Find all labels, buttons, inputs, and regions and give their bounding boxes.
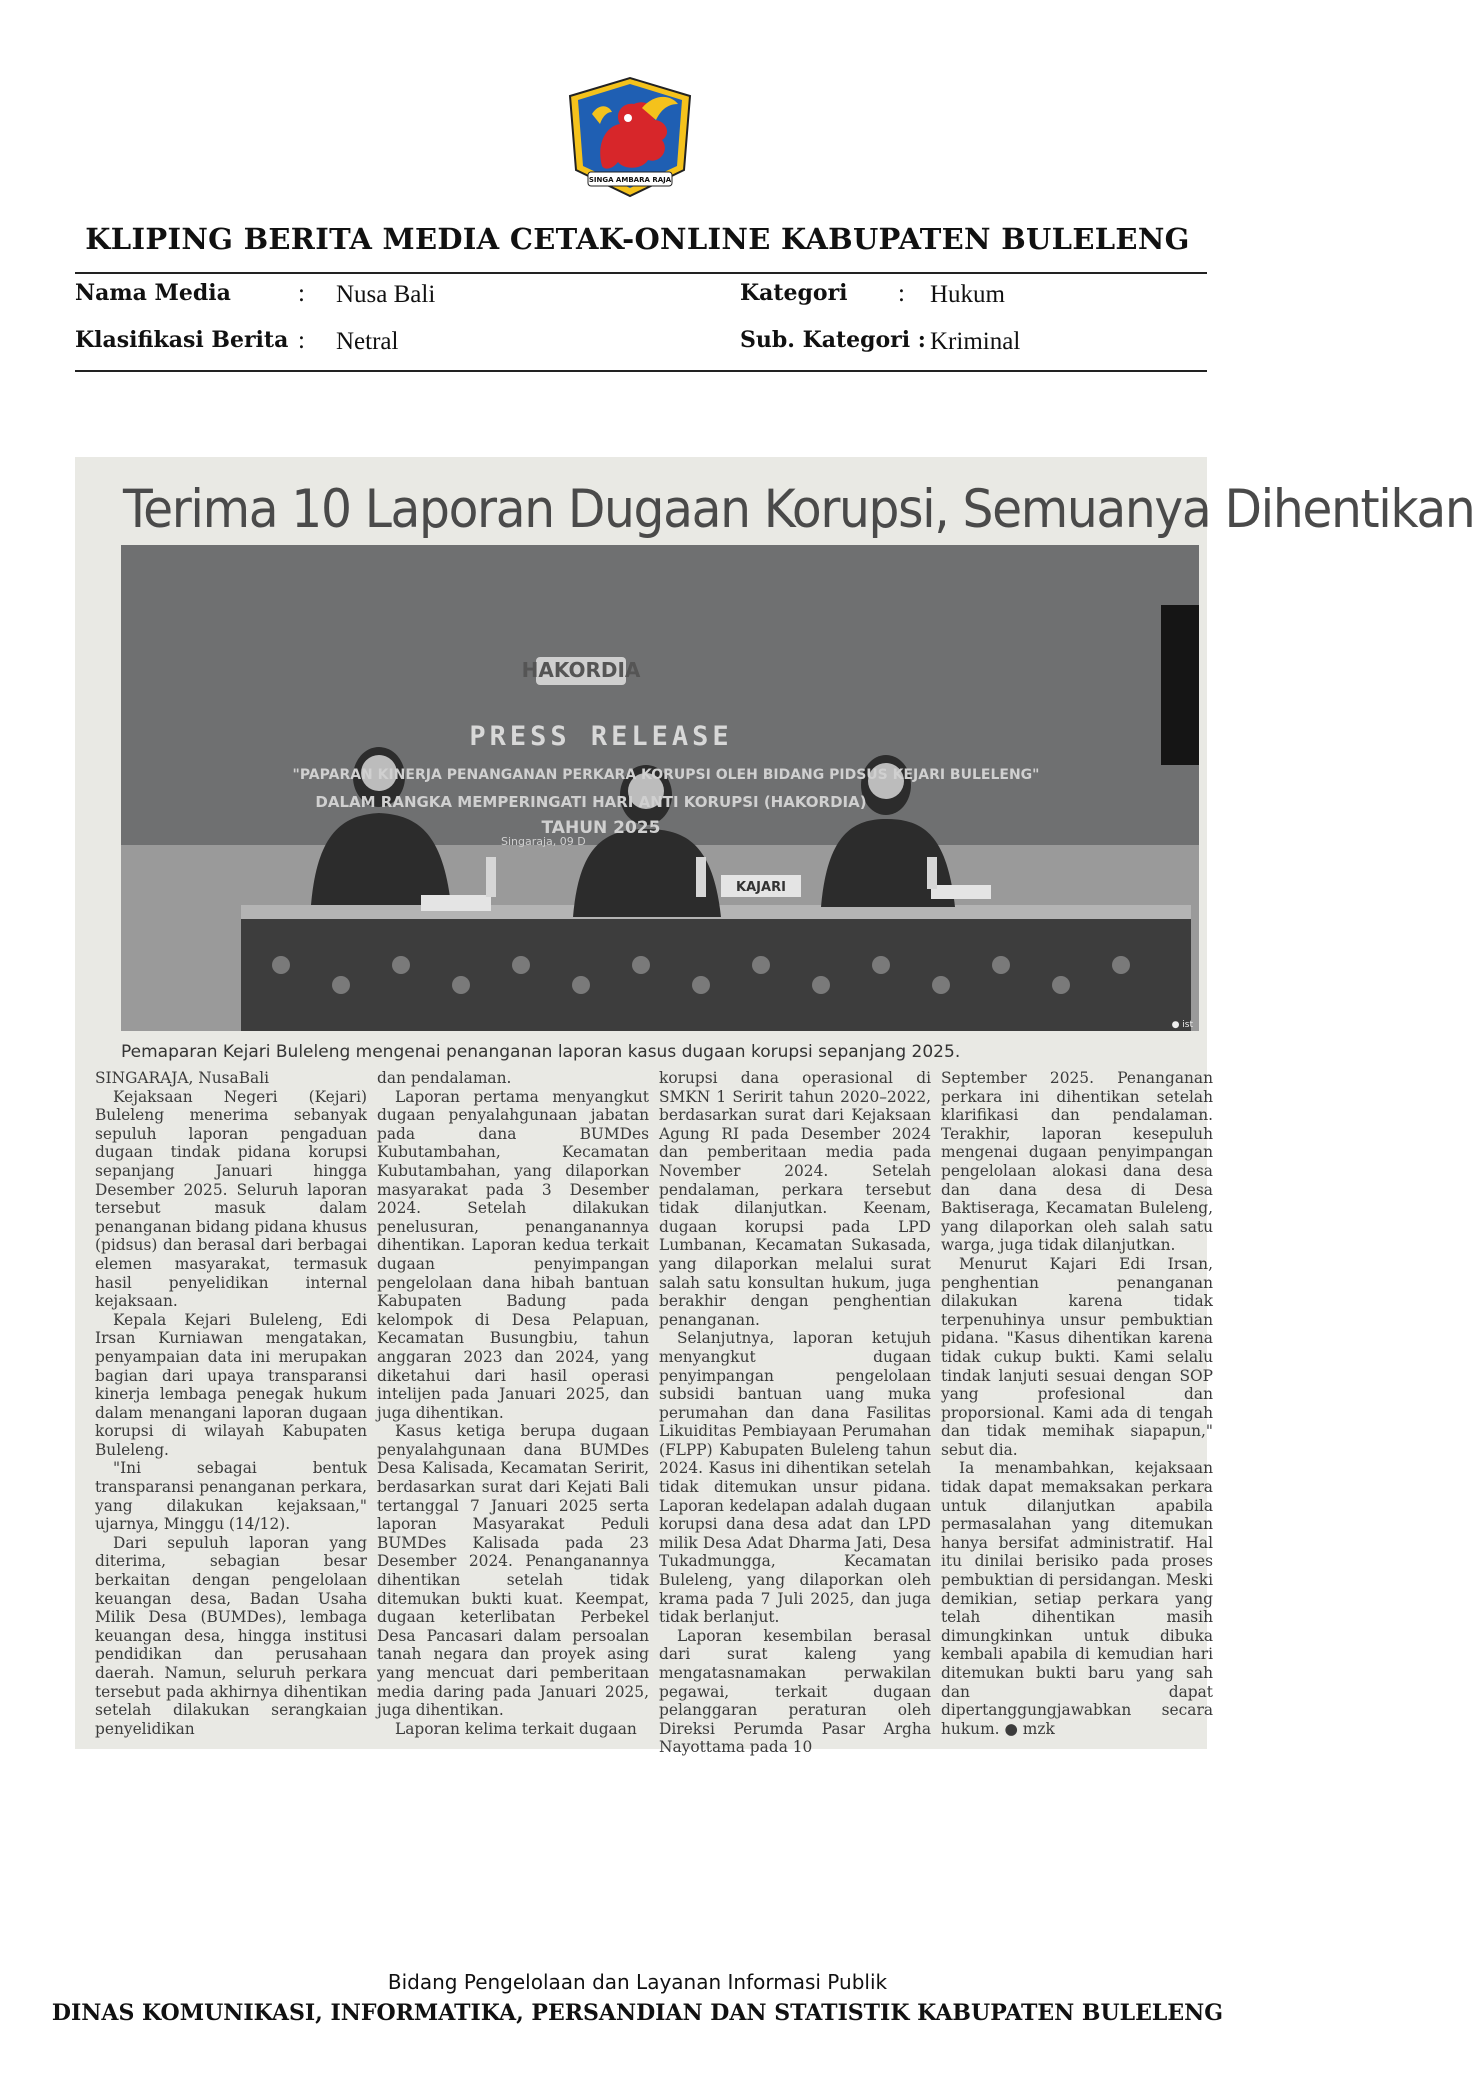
footer-agency: DINAS KOMUNIKASI, INFORMATIKA, PERSANDIAN DAN STATISTIK KABUPATEN BULELENG (51, 2000, 1224, 2026)
dateline: SINGARAJA, NusaBali (95, 1069, 270, 1087)
photo-caption: Pemaparan Kejari Buleleng mengenai penanganan laporan kasus dugaan korupsi sepanjang 2025. (121, 1042, 961, 1062)
paragraph: Dari sepuluh laporan yang diterima, sebagian besar berkaitan dengan pengelolaan keuangan desa, Badan Usaha Milik Desa (BUMDes), lembaga keuangan desa, hingga institusi pendidikan dan perusahaan daerah. Namun, seluruh perkara tersebut pada akhirnya dihentikan setelah dilakukan serangkaian penyelidikan (95, 1533, 367, 1738)
banner-line-2: DALAM RANGKA MEMPERINGATI HARI ANTI KORUPSI (HAKORDIA) (315, 793, 867, 811)
divider-bottom (75, 370, 1207, 372)
paragraph: Kepala Kejari Buleleng, Edi Irsan Kurniawan mengatakan, penyampaian data ini merupakan bagian dari upaya transparansi kinerja lembaga penegak hukum dalam menangani laporan dugaan korupsi di wilayah Kabupaten Buleleng. (95, 1310, 367, 1459)
banner-logo: HAKORDIA (521, 658, 641, 682)
klasifikasi-value: Netral (336, 328, 399, 355)
paragraph: korupsi dana operasional di SMKN 1 Seririt tahun 2020–2022, berdasarkan surat dari Kejaksaan Agung RI pada Desember 2024 dan pemberitaan media pada November 2024. Setelah pendalaman, perkara tersebut tidak dilanjutkan. Keenam, dugaan korupsi pada LPD Lumbanan, Kecamatan Sukasada, yang dilaporkan melalui surat salah satu konsultan hukum, juga berakhir dengan penghentian penanganan. (659, 1069, 931, 1329)
paragraph: dan pendalaman. (377, 1069, 512, 1087)
photo-credit: ● ist (1171, 1020, 1193, 1030)
paragraph: Laporan kesembilan berasal dari surat kaleng yang mengatasnamakan perwakilan pegawai, terkait dugaan pelanggaran peraturan oleh Direksi Perumda Pasar Argha Nayottama pada 10 (659, 1626, 931, 1757)
logo-motto: SINGA AMBARA RAJA (588, 176, 672, 184)
article-column-3 (659, 1069, 931, 1757)
article-photo (121, 545, 1199, 1031)
klasifikasi-label: Klasifikasi Berita (75, 327, 289, 353)
divider-top (75, 272, 1207, 274)
paragraph: Selanjutnya, laporan ketujuh menyangkut dugaan penyimpangan pengelolaan subsidi bantuan uang muka perumahan dan dana Fasilitas Likuiditas Pembiayaan Perumahan (FLPP) Kabupaten Buleleng tahun 2024. Kasus ini dihentikan setelah tidak ditemukan unsur pidana. Laporan kedelapan adalah dugaan korupsi dana desa adat dan LPD milik Desa Adat Dharma Jati, Desa Tukadmungga, Kecamatan Buleleng, yang dilaporkan oleh krama pada 7 Juli 2025, dan juga tidak berlanjut. (659, 1329, 931, 1627)
paragraph: Ia menambahkan, kejaksaan tidak dapat memaksakan perkara untuk dilanjutkan apabila permasalahan yang ditemukan hanya bersifat administratif. Hal itu dinilai berisiko pada proses pembuktian di persidangan. Meski demikian, setiap perkara yang telah dihentikan masih dimungkinkan untuk dibuka kembali apabila di kemudian hari ditemukan bukti baru yang sah dan dapat dipertanggungjawabkan secara hukum. ● mzk (941, 1459, 1213, 1738)
paragraph: September 2025. Penanganan perkara ini dihentikan setelah klarifikasi dan pendalaman. Terakhir, laporan kesepuluh mengenai dugaan penyimpangan pengelolaan alokasi dana desa dan dana desa di Desa Baktiseraga, Kecamatan Buleleng, yang dilaporkan oleh salah satu warga, juga tidak dilanjutkan. (941, 1069, 1213, 1255)
kategori-value: Hukum (930, 281, 1005, 308)
document-title: KLIPING BERITA MEDIA CETAK-ONLINE KABUPATEN BULELENG (85, 222, 1190, 256)
paragraph: "Ini sebagai bentuk transparansi penanganan perkara, yang dilakukan kejaksaan," ujarnya, Minggu (14/12). (95, 1459, 367, 1534)
article-column-4 (941, 1069, 1213, 1738)
nama-media-value: Nusa Bali (336, 281, 436, 308)
kategori-colon: : (898, 280, 905, 307)
paragraph: Kejaksaan Negeri (Kejari) Buleleng menerima sebanyak sepuluh laporan pengaduan dugaan tindak pidana korupsi sepanjang Januari hingga Desember 2025. Seluruh laporan tersebut masuk dalam penanganan bidang pidana khusus (pidsus) dan berasal dari berbagai elemen masyarakat, termasuk hasil penyelidikan internal kejaksaan. (95, 1087, 367, 1311)
footer-unit: Bidang Pengelolaan dan Layanan Informasi Publik (387, 1970, 888, 1994)
article-headline: Terima 10 Laporan Dugaan Korupsi, Semuanya Dihentikan (123, 479, 1474, 540)
article-column-1 (95, 1069, 367, 1738)
kategori-label: Kategori (740, 280, 848, 306)
banner-date: Singaraja, 09 D (501, 835, 586, 848)
nama-media-colon: : (298, 280, 305, 307)
nama-media-label: Nama Media (75, 280, 231, 306)
sub-kategori-value: Kriminal (930, 328, 1021, 355)
paragraph: Laporan kelima terkait dugaan (395, 1719, 637, 1738)
kabupaten-buleleng-logo (562, 74, 698, 200)
paragraph: Laporan pertama menyangkut dugaan penyalahgunaan jabatan pada dana BUMDes Kubutambahan, Kecamatan Kubutambahan, yang dilaporkan masyarakat pada 3 Desember 2024. Setelah dilakukan penelusuran, penanganannya dihentikan. Laporan kedua terkait dugaan penyimpangan pengelolaan dana hibah bantuan Kabupaten Badung pada kelompok di Desa Pelapuan, Kecamatan Busungbiu, tahun anggaran 2023 dan 2024, yang diketahui dari hasil operasi intelijen pada Januari 2025, dan juga dihentikan. (377, 1087, 649, 1422)
article-body (95, 1069, 1213, 1757)
article-column-2 (377, 1069, 649, 1738)
nameplate-kajari: KAJARI (736, 880, 786, 895)
banner-line-1: "PAPARAN KINERJA PENANGANAN PERKARA KORUPSI OLEH BIDANG PIDSUS KEJARI BULELENG" (292, 767, 1040, 783)
paragraph: Kasus ketiga berupa dugaan penyalahgunaan dana BUMDes Desa Kalisada, Kecamatan Seririt, berdasarkan surat dari Kejati Bali tertanggal 7 Januari 2025 serta laporan Masyarakat Peduli BUMDes Kalisada pada 23 Desember 2024. Penanganannya dihentikan setelah tidak ditemukan bukti kuat. Keempat, dugaan keterlibatan Perbekel Desa Pancasari dalam persoalan tanah negara dan proyek asing yang mencuat dari pemberitaan media daring pada Januari 2025, juga dihentikan. (377, 1422, 649, 1720)
newspaper-clipping (75, 457, 1474, 1757)
paragraph: Menurut Kajari Edi Irsan, penghentian penanganan dilakukan karena tidak terpenuhinya unsur pembuktian pidana. "Kasus dihentikan karena tidak cukup bukti. Kami selalu tindak lanjuti sesuai dengan SOP yang profesional dan proporsional. Kami ada di tengah dan tidak memihak siapapun," sebut dia. (941, 1254, 1213, 1459)
banner-line-3: TAHUN 2025 (541, 818, 661, 838)
klasifikasi-colon: : (298, 327, 305, 354)
sub-kategori-label: Sub. Kategori : (740, 327, 926, 353)
banner-press-release: PRESS RELEASE (469, 721, 733, 752)
